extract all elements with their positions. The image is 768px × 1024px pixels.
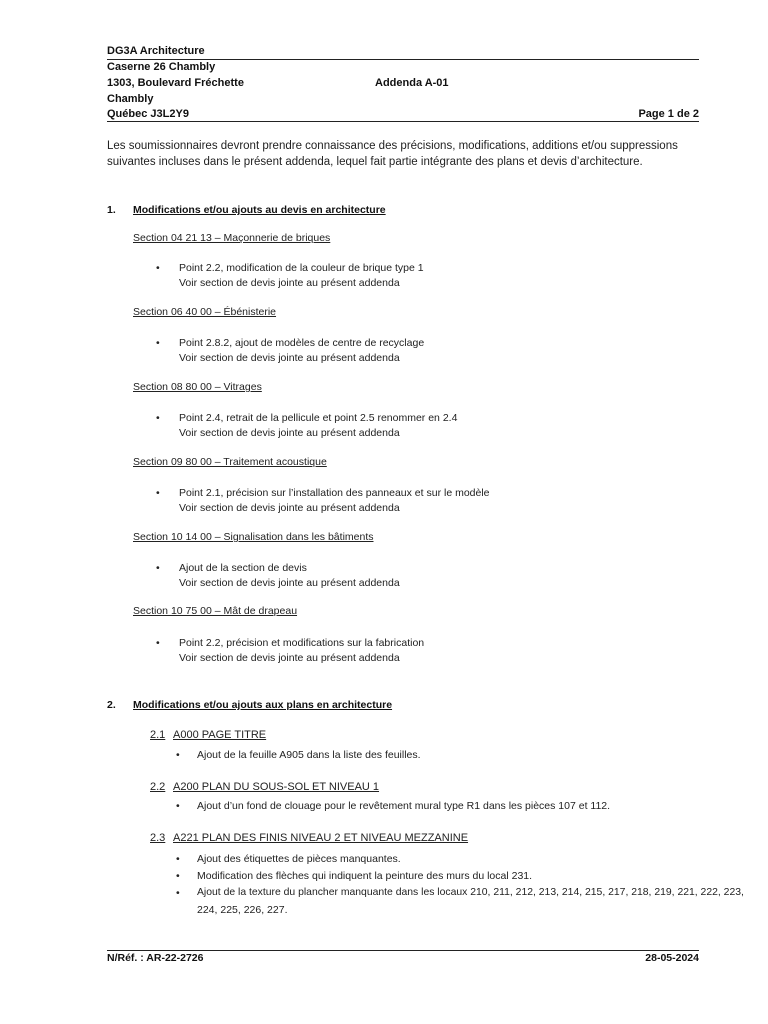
subsection-title: A200 PLAN DU SOUS-SOL ET NIVEAU 1 <box>173 781 380 793</box>
list-item-text: Ajout d’un fond de clouage pour le revêtement mural type R1 dans les pièces 107 et 112. <box>197 800 611 812</box>
section-title: Section 10 75 00 – Mât de drapeau <box>133 605 298 617</box>
intro-paragraph: Les soumissionnaires devront prendre connaissance des précisions, modifications, additions et/ou suppressions suivantes incluses dans le présent addenda, lequel fait partie intégrante des plans et devis d’architecture. <box>107 140 678 168</box>
project-city: Chambly <box>107 93 154 105</box>
list-item-note: Voir section de devis jointe au présent addenda <box>179 277 400 289</box>
part2-heading <box>107 699 392 711</box>
list-item-note: Voir section de devis jointe au présent addenda <box>179 652 400 664</box>
list-item-text: Point 2.2, précision et modifications sur la fabrication <box>179 637 425 649</box>
section-title: Section 09 80 00 – Traitement acoustique <box>133 456 327 468</box>
list-item-text: Point 2.2, modification de la couleur de brique type 1 <box>179 262 424 274</box>
section-title: Section 04 21 13 – Maçonnerie de briques <box>133 232 331 244</box>
list-item-text: Modification des flèches qui indiquent la peinture des murs du local 231. <box>197 870 533 882</box>
part2-number: 2. <box>107 699 116 711</box>
bullet-icon: • <box>156 412 160 424</box>
header-rule-bottom <box>107 121 699 122</box>
reference-number: N/Réf. : AR-22-2726 <box>107 952 204 964</box>
part2-title: Modifications et/ou ajouts aux plans en architecture <box>133 699 393 711</box>
section-title: Section 10 14 00 – Signalisation dans les bâtiments <box>133 531 374 543</box>
footer-rule <box>107 950 699 951</box>
part1-heading <box>107 204 386 216</box>
list-item-note: Voir section de devis jointe au présent addenda <box>179 352 400 364</box>
list-item-text: Point 2.4, retrait de la pellicule et point 2.5 renommer en 2.4 <box>179 412 458 424</box>
list-item-text: 224, 225, 226, 227. <box>197 904 288 916</box>
subsection-heading <box>150 729 266 741</box>
subsection-number: 2.2 <box>150 781 166 793</box>
project-province: Québec J3L2Y9 <box>107 108 189 120</box>
subsection-heading <box>150 832 468 844</box>
document-date: 28-05-2024 <box>645 952 699 964</box>
bullet-icon: • <box>156 262 160 274</box>
addenda-label: Addenda A-01 <box>375 77 449 89</box>
list-item-text: Ajout de la section de devis <box>179 562 307 574</box>
subsection-number: 2.1 <box>150 729 166 741</box>
subsection-title: A000 PAGE TITRE <box>173 729 267 741</box>
bullet-icon: • <box>176 870 180 882</box>
bullet-icon: • <box>176 749 180 761</box>
subsection-heading <box>150 781 379 793</box>
bullet-icon: • <box>156 562 160 574</box>
bullet-icon: • <box>156 487 160 499</box>
list-item-text: Point 2.8.2, ajout de modèles de centre de recyclage <box>179 337 425 349</box>
list-item-text: Ajout des étiquettes de pièces manquantes. <box>197 853 401 865</box>
part1-number: 1. <box>107 204 116 216</box>
part1-title: Modifications et/ou ajouts au devis en architecture <box>133 204 386 216</box>
bullet-icon: • <box>176 887 180 899</box>
firm-name: DG3A Architecture <box>107 45 205 57</box>
bullet-icon: • <box>176 800 180 812</box>
page-number: Page 1 de 2 <box>638 108 699 120</box>
list-item-text: Point 2.1, précision sur l’installation des panneaux et sur le modèle <box>179 487 490 499</box>
section-title: Section 08 80 00 – Vitrages <box>133 381 262 393</box>
project-address: 1303, Boulevard Fréchette <box>107 77 244 89</box>
list-item-text: Ajout de la feuille A905 dans la liste des feuilles. <box>197 749 421 761</box>
list-item-note: Voir section de devis jointe au présent addenda <box>179 427 400 439</box>
bullet-icon: • <box>176 853 180 865</box>
project-name: Caserne 26 Chambly <box>107 61 216 73</box>
bullet-icon: • <box>156 637 160 649</box>
section-title: Section 06 40 00 – Ébénisterie <box>133 306 277 318</box>
subsection-number: 2.3 <box>150 832 166 844</box>
list-item-note: Voir section de devis jointe au présent addenda <box>179 502 400 514</box>
bullet-icon: • <box>156 337 160 349</box>
list-item-note: Voir section de devis jointe au présent addenda <box>179 577 400 589</box>
list-item-text: Ajout de la texture du plancher manquante dans les locaux 210, 211, 212, 213, 214, 215, 217, 218, 219, 221, 222, 223, <box>197 887 744 898</box>
subsection-title: A221 PLAN DES FINIS NIVEAU 2 ET NIVEAU MEZZANINE <box>173 832 469 844</box>
